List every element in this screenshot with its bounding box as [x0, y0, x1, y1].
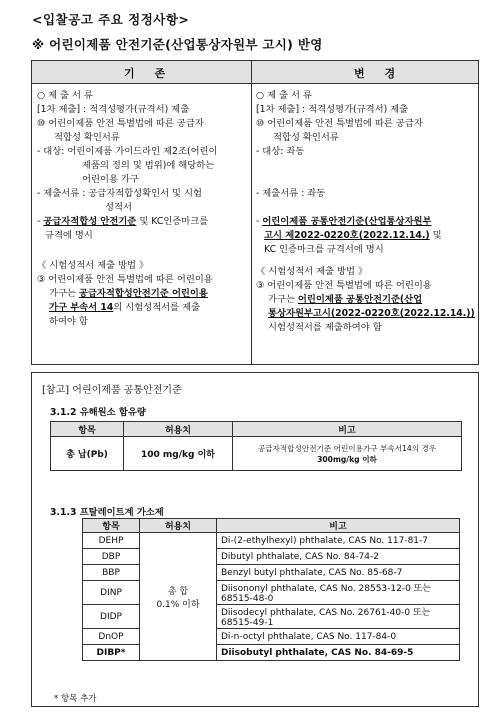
after-standard: 어린이제품 공통안전기준(산업 — [297, 294, 423, 305]
limit-line: 0.1% 이하 — [156, 599, 200, 610]
after-text: - — [256, 216, 263, 227]
after-standard-cont: 고시 제2022-0220호(2022.12.14.) — [264, 230, 430, 241]
after-line: KC 인증마크를 규격서에 명시 — [264, 244, 384, 255]
reference-box — [31, 372, 479, 707]
table-row — [83, 629, 460, 645]
cell-remark: Diisononyl phthalate, CAS No. 28553-12-0 또는 68515-48-0 — [217, 581, 460, 605]
footnote: * 항목 추가 — [54, 694, 97, 704]
notice-subtitle: ※ 어린이제품 안전기준(산업통상자원부 고시) 반영 — [32, 37, 323, 52]
after-text: 가구는 — [268, 294, 298, 305]
phthalate-table — [82, 518, 460, 661]
cell-remark: Di-(2-ethylhexyl) phthalate, CAS No. 117-81-7 — [217, 533, 460, 549]
comparison-header — [32, 61, 478, 84]
cell-item: DINP — [83, 581, 140, 605]
col-header: 비고 — [217, 519, 460, 533]
before-line: - 대상: 어린이제품 가이드라인 제2조(어린이 — [37, 146, 218, 157]
remark-line: 300mg/kg 이하 — [317, 454, 377, 464]
before-line: ⑩ 어린이제품 안전 특별법에 따른 공급자 — [37, 118, 204, 129]
before-line: 성적서 — [105, 202, 132, 213]
remark-line: 공급자적합성안전기준 어린이용가구 부속서14의 경우 — [257, 443, 437, 453]
cell-item: DIBP* — [83, 645, 140, 661]
cell-item: BBP — [83, 565, 140, 581]
table-row — [83, 605, 460, 629]
table-row — [83, 549, 460, 565]
before-standard: 공급자적합성안전기준 어린이용 — [78, 288, 208, 299]
before-line: ○ 제 출 서 류 — [37, 90, 93, 101]
after-line: - 제출서류 : 좌동 — [256, 188, 326, 199]
before-line: 어린이용 가구 — [82, 174, 139, 185]
after-standard-cont: 통상자원부고시(2022-0220호(2022.12.14.)) — [268, 308, 475, 319]
cell-remark: Diisobutyl phthalate, CAS No. 84-69-5 — [217, 645, 460, 661]
after-text: 및 — [429, 230, 442, 241]
before-text: 의 시험성적서를 제출 — [113, 302, 201, 313]
after-line: 《 시험성적서 제출 방법 》 — [256, 266, 368, 277]
cell-remark: Dibutyl phthalate, CAS No. 84-74-2 — [217, 549, 460, 565]
after-column — [256, 89, 475, 335]
cell-remark: Di-n-octyl phthalate, CAS No. 117-84-0 — [217, 629, 460, 645]
cell-item: DBP — [83, 549, 140, 565]
after-line: - 대상: 좌동 — [256, 146, 305, 157]
cell-limit — [140, 533, 217, 661]
col-header: 항목 — [83, 519, 140, 533]
section-phthalates: 3.1.3 프탈레이트계 가소제 — [50, 507, 164, 518]
table-row — [83, 533, 460, 549]
before-line: 하여야 함 — [49, 316, 88, 327]
header-before: 기 존 — [124, 67, 174, 80]
section-heavy-metals: 3.1.2 유해원소 함유량 — [50, 407, 146, 418]
after-line: 시험성적서를 제출하여야 함 — [268, 322, 382, 333]
table-row — [83, 565, 460, 581]
before-annex: 가구 부속서 14 — [49, 302, 114, 313]
after-line: [1차 제출] : 적격성평가(규격서) 제출 — [256, 104, 409, 115]
cell-limit: 100 mg/kg 이하 — [124, 437, 233, 471]
cell-item: DnOP — [83, 629, 140, 645]
before-line: [1차 제출] : 적격성평가(규격서) 제출 — [37, 104, 190, 115]
before-line: 제품의 정의 및 범위)에 해당하는 — [82, 160, 215, 171]
cell-remark: Benzyl butyl phthalate, CAS No. 85-68-7 — [217, 565, 460, 581]
cell-item: DEHP — [83, 533, 140, 549]
limit-line: 총 합 — [167, 586, 189, 597]
before-text: 및 KC인증마크를 — [136, 216, 209, 227]
col-header: 허용치 — [124, 422, 233, 437]
table-row — [51, 437, 462, 471]
cell-item: 총 납(Pb) — [51, 437, 124, 471]
heavy-metal-table — [50, 421, 462, 471]
cell-remark — [233, 437, 462, 471]
table-row — [83, 645, 460, 661]
cell-item: DIDP — [83, 605, 140, 629]
cell-remark: Diisodecyl phthalate, CAS No. 26761-40-0 또는 68515-49-1 — [217, 605, 460, 629]
col-header: 비고 — [233, 422, 462, 437]
before-line: 《 시험성적서 제출 방법 》 — [37, 260, 149, 271]
notice-title: <입찰공고 주요 정정사항> — [32, 12, 190, 27]
col-header: 항목 — [51, 422, 124, 437]
after-standard: 어린이제품 공통안전기준(산업통상자원부 — [262, 216, 432, 227]
after-line: 적합성 확인서류 — [273, 132, 339, 143]
after-line: ○ 제 출 서 류 — [256, 90, 312, 101]
column-divider — [251, 61, 252, 364]
before-line: - 제출서류 : 공급자적합성확인서 및 시험 — [37, 188, 202, 199]
before-line: ③ 어린이제품 안전 특별법에 따른 어린이용 — [37, 274, 213, 285]
table-row — [83, 581, 460, 605]
after-line: ③ 어린이제품 안전 특별법에 따른 어린이용 — [256, 280, 432, 291]
col-header: 허용치 — [140, 519, 217, 533]
before-standard: 공급자적합성 안전기준 — [43, 216, 137, 227]
after-line: ⑩ 어린이제품 안전 특별법에 따른 공급자 — [256, 118, 423, 129]
before-text: 가구는 — [49, 288, 79, 299]
reference-title: [참고] 어린이제품 공통안전기준 — [42, 385, 182, 396]
before-line: 적합성 확인서류 — [54, 132, 120, 143]
before-text: - — [37, 216, 44, 227]
header-after: 변 경 — [354, 67, 404, 80]
before-line: 규격에 명시 — [45, 230, 93, 241]
before-column — [37, 89, 218, 329]
comparison-table — [31, 60, 479, 365]
